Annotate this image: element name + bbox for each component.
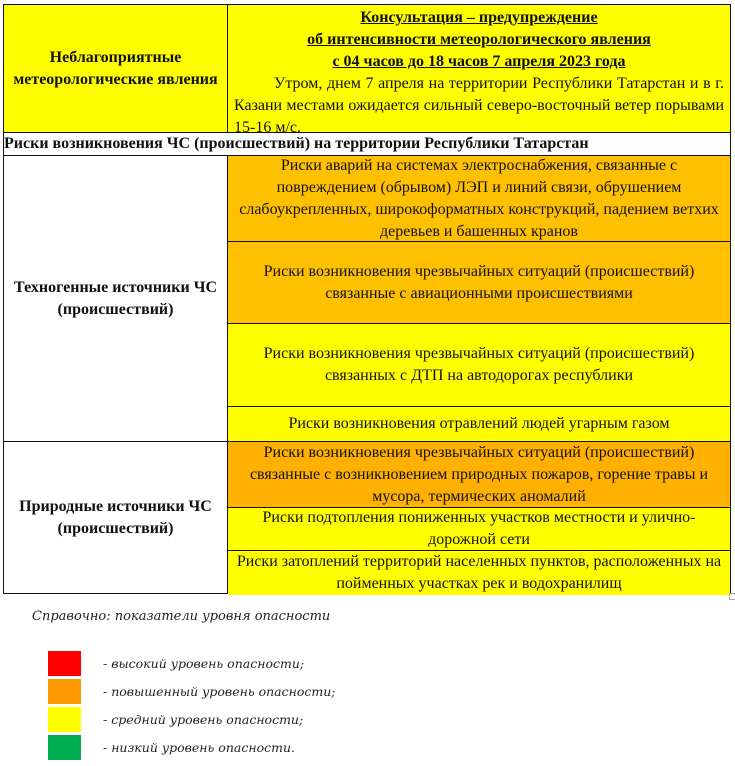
legend (48, 649, 336, 761)
group-natural (4, 442, 730, 593)
group-label-natural: Природные источники ЧС (происшествий) (4, 442, 228, 593)
risk-item-fires: Риски возникновения чрезвычайных ситуаций (происшествий) связанные с возникновением природных пожаров, горение травы и мусора, термических аномалий (228, 442, 730, 508)
risk-item-power: Риски аварий на системах электроснабжения, связанные с повреждением (обрывом) ЛЭП и линий связи, обрушением слабоукрепленных, широкоформатных конструкций, падением ветхих деревьев и башенных кранов (228, 156, 730, 242)
phenomena-label: Неблагоприятные метеорологические явления (4, 5, 228, 132)
swatch-red-icon (48, 651, 81, 676)
title-line-2: об интенсивности метеорологического явления (307, 31, 651, 48)
risk-item-co: Риски возникновения отравлений людей угарным газом (228, 407, 730, 441)
swatch-green-icon (48, 735, 81, 760)
legend-item-elevated (48, 677, 336, 705)
consultation-cell (228, 5, 730, 136)
legend-label-medium: - средний уровень опасности; (103, 711, 304, 727)
risk-item-road: Риски возникновения чрезвычайных ситуаций (происшествий) связанных с ДТП на автодорогах республики (228, 324, 730, 407)
header-row (4, 5, 730, 136)
table-resize-handle[interactable] (729, 593, 735, 600)
risk-list-technogenic (228, 156, 730, 441)
risk-item-flooding-river: Риски затоплений территорий населенных пунктов, расположенных на пойменных участках рек и водохранилищ (228, 551, 730, 595)
swatch-orange-icon (48, 679, 81, 704)
group-technogenic (4, 156, 730, 442)
forecast-text: Утром, днем 7 апреля на территории Республики Татарстан и в г. Казани местами ожидается сильный северо-восточный ветер порывами 15-16 м/с. (234, 75, 724, 136)
legend-label-low: - низкий уровень опасности. (103, 739, 295, 755)
title-line-3: с 04 часов до 18 часов 7 апреля 2023 года (332, 53, 626, 70)
risk-item-flooding-low: Риски подтопления пониженных участков местности и улично-дорожной сети (228, 508, 730, 551)
risk-table (3, 4, 731, 594)
legend-item-medium (48, 705, 336, 733)
legend-label-elevated: - повышенный уровень опасности; (103, 683, 336, 699)
subheader-row: Риски возникновения ЧС (происшествий) на территории Республики Татарстан (4, 133, 730, 156)
risk-item-aviation: Риски возникновения чрезвычайных ситуаций (происшествий) связанные с авиационными происшествиями (228, 242, 730, 324)
legend-item-high (48, 649, 336, 677)
legend-title: Справочно: показатели уровня опасности (32, 609, 331, 624)
legend-label-high: - высокий уровень опасности; (103, 655, 305, 671)
risk-list-natural (228, 442, 730, 593)
group-label-technogenic: Техногенные источники ЧС (происшествий) (4, 156, 228, 441)
swatch-yellow-icon (48, 707, 81, 732)
legend-item-low (48, 733, 336, 761)
title-line-1: Консультация – предупреждение (360, 9, 598, 26)
